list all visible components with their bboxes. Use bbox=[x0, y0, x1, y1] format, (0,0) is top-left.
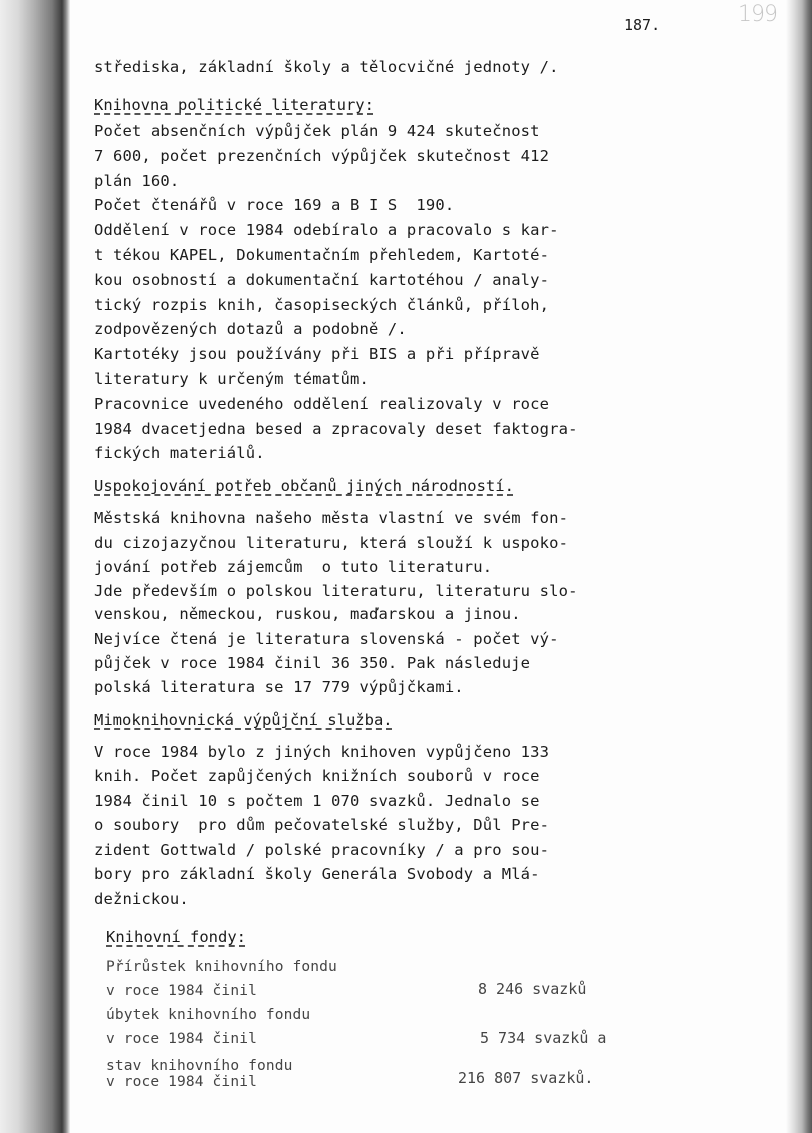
text-line: půjček v roce 1984 činil 36 350. Pak následuje bbox=[94, 654, 531, 672]
text-line: literatury k určeným tématům. bbox=[94, 370, 369, 388]
page-number: 187. bbox=[624, 16, 661, 34]
fund-row-value: 5 734 svazků a bbox=[480, 1029, 607, 1047]
fund-row-label: stav knihovního fondu bbox=[106, 1058, 293, 1074]
text-line: venskou, německou, ruskou, maďarskou a jinou. bbox=[94, 605, 521, 623]
fund-row-label: úbytek knihovního fondu bbox=[106, 1007, 311, 1023]
text-line: 1984 činil 10 s počtem 1 070 svazků. Jednalo se bbox=[94, 792, 540, 810]
text-line: Pracovnice uvedeného oddělení realizovaly v roce bbox=[94, 395, 550, 413]
text-line: Počet čtenářů v roce 169 a B I S 190. bbox=[94, 196, 455, 214]
text-line: jování potřeb zájemcům o tuto literaturu. bbox=[94, 558, 493, 576]
text-line: Jde především o polskou literaturu, literaturu slo- bbox=[94, 582, 578, 600]
text-line: V roce 1984 bylo z jiných knihoven vypůjčeno 133 bbox=[94, 743, 550, 761]
fund-row-label: v roce 1984 činil bbox=[106, 983, 257, 999]
text-line: Nejvíce čtená je literatura slovenská - počet vý- bbox=[94, 630, 559, 648]
text-line: o soubory pro dům pečovatelské služby, Důl Pre- bbox=[94, 816, 550, 834]
fund-row-label: Přírůstek knihovního fondu bbox=[106, 959, 337, 975]
text-line: zident Gottwald / polské pracovníky / a pro sou- bbox=[94, 841, 550, 859]
fund-row-label: v roce 1984 činil bbox=[106, 1074, 257, 1090]
scan-shadow-right bbox=[786, 0, 812, 1133]
section-heading: Uspokojování potřeb občanů jiných národností. bbox=[94, 477, 514, 495]
text-line: knih. Počet zapůjčených knižních souborů v roce bbox=[94, 767, 540, 785]
text-line: tický rozpis knih, časopiseckých článků, příloh, bbox=[94, 296, 550, 314]
fund-row-value: 8 246 svazků bbox=[478, 980, 587, 998]
section-heading: Mimoknihovnická výpůjční služba. bbox=[94, 711, 393, 729]
intro-line: střediska, základní školy a tělocvičné jednoty /. bbox=[94, 58, 559, 76]
text-line: kou osobností a dokumentační kartotéhou / analy- bbox=[94, 271, 550, 289]
text-line: fických materiálů. bbox=[94, 444, 265, 462]
text-line: t tékou KAPEL, Dokumentačním přehledem, Kartoté- bbox=[94, 246, 550, 264]
text-line: Městská knihovna našeho města vlastní ve svém fon- bbox=[94, 509, 569, 527]
fund-row-label: v roce 1984 činil bbox=[106, 1031, 257, 1047]
text-line: plán 160. bbox=[94, 172, 180, 190]
text-line: Kartotéky jsou používány při BIS a při přípravě bbox=[94, 345, 540, 363]
section-heading: Knihovna politické literatury: bbox=[94, 96, 374, 114]
text-line: Počet absenčních výpůjček plán 9 424 skutečnost bbox=[94, 122, 540, 140]
text-line: 1984 dvacetjedna besed a zpracovaly deset faktogra- bbox=[94, 420, 578, 438]
text-line: bory pro základní školy Generála Svobody a Mlá- bbox=[94, 865, 540, 883]
text-line: du cizojazyčnou literaturu, která slouží k uspoko- bbox=[94, 534, 569, 552]
text-line: zodpovězených dotazů a podobně /. bbox=[94, 320, 407, 338]
fund-row-value: 216 807 svazků. bbox=[458, 1069, 594, 1087]
handwritten-page-number: 199 bbox=[738, 2, 777, 27]
scan-shadow-left bbox=[0, 0, 70, 1133]
text-line: 7 600, počet prezenčních výpůjček skutečnost 412 bbox=[94, 147, 550, 165]
text-line: dežnickou. bbox=[94, 890, 189, 908]
section-heading: Knihovní fondy: bbox=[106, 928, 246, 946]
text-line: Oddělení v roce 1984 odebíralo a pracovalo s kar- bbox=[94, 221, 559, 239]
text-line: polská literatura se 17 779 výpůjčkami. bbox=[94, 678, 464, 696]
